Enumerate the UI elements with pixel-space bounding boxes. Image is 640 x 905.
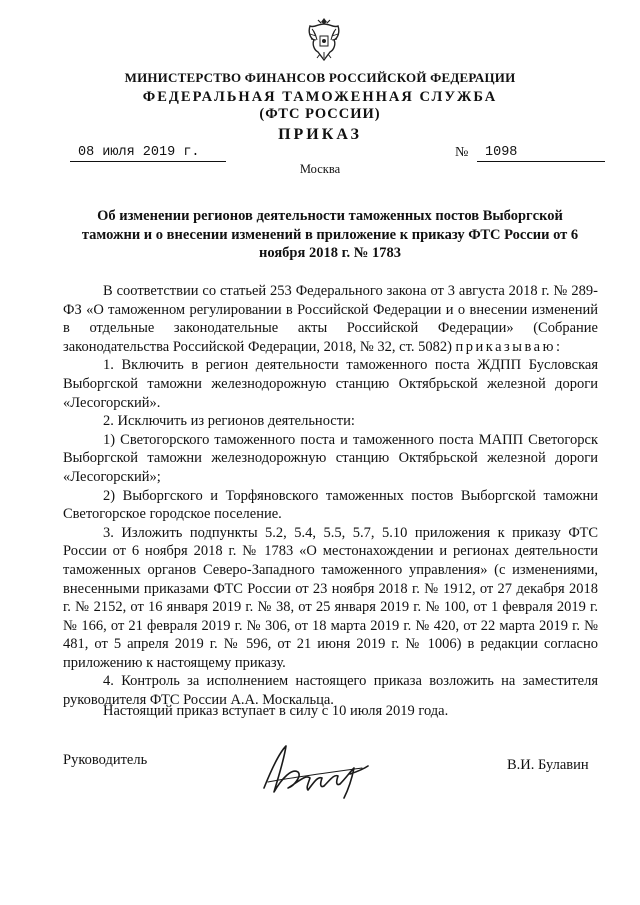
preamble-text: В соответствии со статьей 253 Федерального закона от 3 августа 2018 г. № 289-ФЗ «О таможенном регулировании в Российской Федерации и о внесении изменений в отдельные законодательные акты Российской Федерации» (Собрание законодательства Российской Федерации, 2018, № 32, ст. 5082) [63, 283, 598, 355]
order-verb: приказываю: [455, 338, 563, 355]
service-abbreviation: (ФТС РОССИИ) [259, 106, 381, 122]
signatory-name: В.И. Булавин [507, 757, 589, 773]
effective-date-statement: Настоящий приказ вступает в силу с 10 июля 2019 года. [103, 703, 449, 719]
item-1: 1. Включить в регион деятельности таможенного поста ЖДПП Бусловская Выборгской таможни железнодорожную станцию Октябрьской железной дороги «Лесогорский». [63, 357, 598, 411]
item-3: 3. Изложить подпункты 5.2, 5.4, 5.5, 5.7, 5.10 приложения к приказу ФТС России от 6 ноября 2018 г. № 1783 «О местонахождении и регионах деятельности таможенных органов Северо-Западного таможенного управления» (с изменениями, внесенными приказами ФТС России от 23 ноября 2018 г. № 1912, от 27 декабря 2018 г. № 2152, от 16 января 2019 г. № 38, от 25 января 2019 г. № 100, от 1 февраля 2019 г. № 166, от 21 февраля 2019 г. № 306, от 18 марта 2019 г. № 420, от 22 марта 2019 г. № 481, от 5 апреля 2019 г. № 596, от 21 июня 2019 г. № 1006) в редакции согласно приложению к настоящему приказу. [63, 524, 598, 671]
order-date: 08 июля 2019 г. [70, 145, 226, 162]
signatory-role: Руководитель [63, 752, 148, 768]
document-body [63, 282, 598, 710]
item-2-2: 2) Выборгского и Торфяновского таможенных постов Выборгской таможни Светогорское городское поселение. [63, 487, 598, 523]
item-4: 4. Контроль за исполнением настоящего приказа возложить на заместителя руководителя ФТС России А.А. Москальца. [63, 673, 598, 709]
order-number: 1098 [477, 145, 605, 162]
number-sign: № [455, 145, 469, 160]
service-name: ФЕДЕРАЛЬНАЯ ТАМОЖЕННАЯ СЛУЖБА [142, 89, 498, 105]
handwritten-signature [258, 738, 374, 802]
state-emblem-icon [304, 14, 344, 64]
ministry-name: МИНИСТЕРСТВО ФИНАНСОВ РОССИЙСКОЙ ФЕДЕРАЦИИ [124, 70, 516, 85]
item-2: 2. Исключить из регионов деятельности: [103, 413, 355, 430]
preamble-paragraph [63, 282, 598, 356]
city: Москва [299, 162, 341, 176]
item-2-1: 1) Светогорского таможенного поста и таможенного поста МАПП Светогорск Выборгской таможни железнодорожную станцию Октябрьской железной дороги «Лесогорский»; [63, 431, 598, 485]
document-type: ПРИКАЗ [278, 126, 362, 143]
document-title: Об изменении регионов деятельности таможенных постов Выборгской таможни и о внесении изменений в приложение к приказу ФТС России от 6 ноября 2018 г. № 1783 [81, 208, 579, 261]
